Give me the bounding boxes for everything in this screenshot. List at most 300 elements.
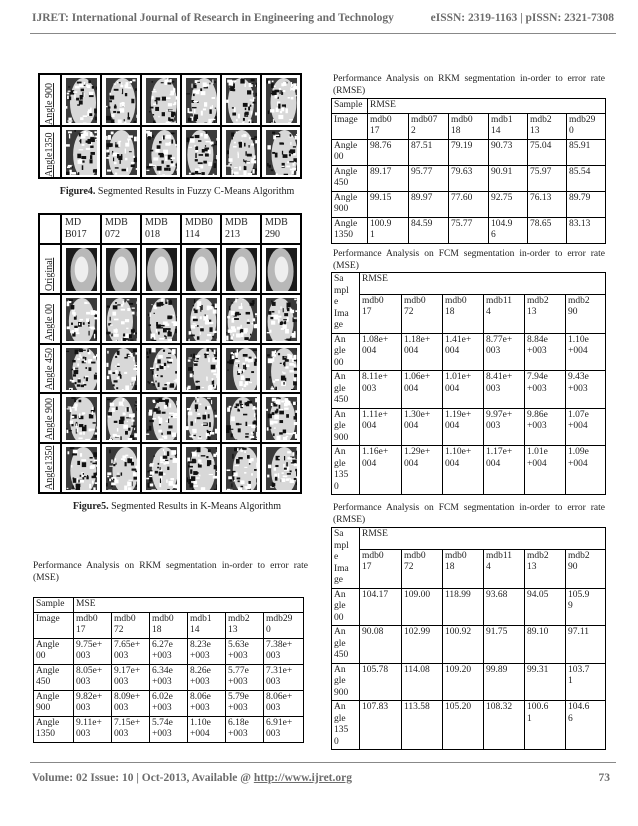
table-cell (74, 664, 112, 690)
table-row (332, 371, 606, 409)
table-cell (484, 663, 525, 701)
cell-line: 72 (114, 625, 124, 635)
cell-line: 1.10e (568, 334, 589, 345)
table-cell (484, 701, 525, 750)
row-label (332, 191, 368, 217)
cell-line: +003 (228, 703, 248, 713)
cell-line: 003 (486, 346, 501, 356)
cell-line: mdb2 (530, 114, 552, 125)
table-rkm-mse-table (33, 597, 304, 743)
figure5-column-header (261, 214, 301, 244)
table-cell (74, 690, 112, 716)
row-label (34, 664, 74, 690)
rkm-mse-caption: Performance Analysis on RKM segmentation in-order to error rate (MSE) (33, 561, 308, 583)
figure5-thumbnail (141, 344, 181, 394)
header-sample: Sample (332, 99, 368, 114)
mammogram-image (66, 348, 97, 391)
mammogram-image (106, 397, 137, 440)
row-label (34, 716, 74, 742)
figure4-thumbnail (221, 74, 261, 126)
row-label (34, 638, 74, 664)
mammogram-image (106, 348, 137, 391)
table-cell (443, 588, 484, 626)
figure5-thumbnail (61, 344, 101, 394)
table-row (332, 165, 606, 191)
row-label (332, 217, 368, 243)
cell-line: mdb0 (445, 295, 467, 306)
table-cell (449, 191, 489, 217)
figure4-row-label-cell (39, 126, 61, 178)
table-cell (443, 333, 484, 371)
mammogram-image (266, 397, 297, 440)
cell-line: 7.38e+ (266, 639, 293, 650)
cell-line: mdb0 (362, 550, 384, 561)
cell-line: 9.86e (527, 409, 548, 420)
header-rule (30, 33, 616, 34)
table-cell (566, 663, 606, 701)
table-cell (567, 165, 606, 191)
figure4-thumbnail (141, 74, 181, 126)
cell-line: 0 (334, 736, 339, 747)
journal-link[interactable]: http://www.ijret.org (253, 772, 352, 784)
table-row (34, 638, 304, 664)
table-cell (489, 139, 528, 165)
cell-line: 13 (527, 307, 537, 318)
column-header (525, 549, 566, 588)
cell-line: mdb2 (527, 295, 549, 306)
table-cell (226, 690, 264, 716)
figure4-caption (32, 186, 322, 197)
figure5-thumbnail (101, 393, 141, 443)
cell-line: 004 (404, 346, 419, 356)
table-cell (566, 701, 606, 750)
table-row (332, 701, 606, 750)
cell-line: 9.43e (568, 372, 589, 382)
mammogram-image (266, 348, 297, 391)
row-label (332, 663, 360, 701)
figure5-thumbnail (181, 344, 221, 394)
figure5-column-header (221, 214, 261, 244)
figure5-thumbnail (261, 294, 301, 344)
cell-line: +004 (568, 458, 588, 469)
figure4-thumbnail (61, 74, 101, 126)
cell-line: 450 (36, 677, 51, 687)
cell-line: +003 (228, 729, 248, 739)
figure5-thumbnail (221, 443, 261, 493)
cell-line: An (334, 409, 346, 420)
table-subheader-row (332, 549, 606, 588)
table-cell (525, 408, 566, 446)
cell-line: 7.65e+ (114, 639, 141, 650)
table-cell (528, 139, 567, 165)
cell-line: mdb11 (486, 550, 513, 561)
mammogram-image (266, 248, 297, 291)
figure5-row-label-cell (39, 443, 61, 493)
cell-line: 004 (445, 421, 460, 431)
cell-line: 900 (334, 204, 349, 214)
cell-line: 5.74e (152, 717, 173, 728)
cell-line: 004 (404, 383, 419, 394)
cell-line: 003 (486, 383, 501, 394)
cell-line: 8.84e (527, 334, 548, 345)
cell-line: 004 (404, 421, 419, 431)
cell-line: 1.11e+ (362, 409, 388, 420)
cell-line: 89.10 (527, 627, 549, 637)
table-cell (112, 690, 150, 716)
column-label-line: 018 (145, 229, 160, 240)
cell-line: 003 (114, 703, 129, 713)
figure4-thumbnail (101, 126, 141, 178)
figure5-thumbnail (61, 393, 101, 443)
cell-line: +003 (152, 729, 172, 739)
table-cell (150, 664, 188, 690)
cell-line: 1.01e+ (445, 372, 472, 382)
figure5-caption (32, 501, 322, 512)
cell-line: 9.17e+ (114, 665, 141, 676)
cell-line: 003 (486, 421, 501, 431)
row-label (34, 690, 74, 716)
mammogram-image (146, 298, 177, 341)
figure5-thumbnail (261, 393, 301, 443)
cell-line: 004 (362, 346, 377, 356)
figure4-caption-label: Figure4. (59, 186, 96, 197)
figure5-caption-text: Segmented Results in K-Means Algorithm (108, 501, 282, 512)
table-cell (264, 638, 304, 664)
mammogram-image (266, 78, 297, 123)
mammogram-image (266, 447, 297, 490)
cell-line: 97.11 (568, 627, 590, 637)
cell-line: mdb0 (404, 295, 426, 306)
figure5-thumbnail (181, 294, 221, 344)
table-cell (484, 371, 525, 409)
cell-line: +004 (568, 421, 588, 431)
table-cell (402, 626, 443, 664)
mammogram-image (186, 78, 217, 123)
figure5-thumbnail (221, 393, 261, 443)
cell-line: mdb0 (370, 114, 392, 125)
cell-line: 18 (445, 307, 455, 318)
figure5-thumbnail (261, 244, 301, 294)
figure5-thumbnail (61, 244, 101, 294)
cell-line: 004 (362, 421, 377, 431)
column-header (368, 113, 409, 139)
table-cell (402, 663, 443, 701)
mammogram-image (66, 447, 97, 490)
cell-line: mdb2 (228, 613, 250, 624)
table-cell (402, 701, 443, 750)
table-cell (150, 716, 188, 742)
column-header (409, 113, 449, 139)
mammogram-image (226, 130, 257, 175)
cell-line: 6 (568, 713, 573, 724)
cell-line: 1.30e+ (404, 409, 431, 420)
cell-line: 003 (76, 651, 91, 661)
cell-line: 6.27e (152, 639, 173, 650)
table-cell (443, 701, 484, 750)
cell-line: 1 (370, 230, 375, 240)
cell-line: 75.77 (451, 218, 473, 229)
mammogram-image (106, 298, 137, 341)
cell-line: 9 (568, 601, 573, 611)
table-cell (150, 690, 188, 716)
cell-line: 5.79e (228, 691, 249, 702)
cell-line: +003 (152, 677, 172, 687)
cell-line: An (334, 627, 346, 637)
cell-line: 004 (362, 458, 377, 469)
column-header (484, 294, 525, 333)
cell-line: 0 (266, 625, 271, 635)
row-label (332, 371, 360, 409)
column-label-line: 290 (265, 229, 280, 240)
figure5-thumbnail (101, 443, 141, 493)
cell-line: 93.68 (486, 589, 508, 600)
cell-line: mpl (334, 285, 349, 296)
table-cell (74, 638, 112, 664)
mammogram-image (226, 78, 257, 123)
cell-line: 18 (445, 562, 455, 573)
cell-line: +003 (152, 703, 172, 713)
cell-line: 450 (334, 650, 349, 660)
cell-line: 99.31 (527, 664, 549, 675)
cell-line: 98.76 (370, 140, 392, 151)
column-header (188, 612, 226, 638)
cell-line: 003 (114, 729, 129, 739)
footer-volume (32, 772, 352, 784)
table-cell (402, 371, 443, 409)
figure5-thumbnail (221, 244, 261, 294)
table-row (34, 716, 304, 742)
row-label (332, 333, 360, 371)
cell-line: Angle (334, 218, 358, 229)
cell-line: 003 (266, 651, 281, 661)
cell-line: 1.08e+ (362, 334, 389, 345)
table-cell (567, 191, 606, 217)
column-header (402, 549, 443, 588)
cell-line: 003 (114, 677, 129, 687)
table-cell (264, 664, 304, 690)
cell-line: 003 (266, 677, 281, 687)
footer-volume-text: Volume: 02 Issue: 10 | Oct-2013, Available @ (32, 772, 254, 784)
cell-line: Angle (334, 166, 358, 177)
cell-line: 7.31e+ (266, 665, 293, 676)
table-cell (188, 664, 226, 690)
cell-line: 8.09e+ (114, 691, 141, 702)
cell-line: Angle (36, 665, 60, 676)
cell-line: 103.7 (568, 664, 590, 675)
figure5-thumbnail (141, 443, 181, 493)
cell-line: gle (334, 383, 346, 394)
cell-line: 6.02e (152, 691, 173, 702)
table-cell (368, 139, 409, 165)
figure4-thumbnail (181, 74, 221, 126)
cell-line: +003 (190, 651, 210, 661)
column-header (360, 294, 402, 333)
table-cell (360, 701, 402, 750)
cell-line: +003 (190, 703, 210, 713)
cell-line: +004 (190, 729, 210, 739)
table-cell (443, 626, 484, 664)
row-label (332, 408, 360, 446)
table-cell (449, 217, 489, 243)
cell-line: 5.63e (228, 639, 249, 650)
column-label-line: MDB (265, 217, 288, 228)
column-header (528, 113, 567, 139)
column-header (567, 113, 606, 139)
mammogram-image (146, 348, 177, 391)
cell-line: +003 (190, 677, 210, 687)
table-row (332, 333, 606, 371)
cell-line: 0 (569, 126, 574, 136)
figure5-column-header (141, 214, 181, 244)
table-cell (360, 626, 402, 664)
figure5-caption-label: Figure5. (72, 501, 109, 512)
table-cell (484, 408, 525, 446)
cell-line: 105.9 (568, 589, 590, 600)
figure4-caption-text: Segmented Results in Fuzzy C-Means Algorithm (95, 186, 295, 197)
issn: eISSN: 2319-1163 | pISSN: 2321-7308 (430, 12, 614, 24)
table-cell (368, 217, 409, 243)
mammogram-image (146, 130, 177, 175)
cell-line: 83.13 (569, 218, 591, 229)
cell-line: 8.06e (190, 691, 211, 702)
figure4-thumbnail (101, 74, 141, 126)
figure5-column-header (61, 214, 101, 244)
column-label-line: MDB (225, 217, 248, 228)
cell-line: Sa (334, 529, 344, 539)
cell-line: 79.63 (451, 166, 473, 177)
cell-line: +004 (568, 346, 588, 356)
cell-line: 1 (527, 713, 532, 724)
cell-line: 85.54 (569, 166, 591, 177)
cell-line: +003 (527, 421, 547, 431)
journal-title: IJRET: International Journal of Research in Engineering and Technology (32, 12, 394, 24)
cell-line: 900 (334, 432, 349, 443)
table-rkm-rmse-table (331, 98, 606, 244)
figure5-thumbnail (61, 294, 101, 344)
table-cell (402, 446, 443, 495)
table-cell (489, 217, 528, 243)
cell-line: 14 (491, 126, 501, 136)
column-header (489, 113, 528, 139)
mammogram-image (66, 298, 97, 341)
mammogram-image (226, 447, 257, 490)
cell-line: 4 (486, 562, 491, 573)
table-row (332, 191, 606, 217)
cell-line: +003 (228, 651, 248, 661)
table-cell (528, 217, 567, 243)
table-header-row (332, 273, 606, 295)
figure4-row-label-cell (39, 74, 61, 126)
mammogram-image (186, 397, 217, 440)
figure5-row-label: Angle 00 (44, 303, 55, 341)
cell-line: 003 (114, 651, 129, 661)
table-cell (525, 371, 566, 409)
table-cell (525, 626, 566, 664)
cell-line: 00 (334, 612, 344, 623)
cell-line: e (334, 297, 339, 307)
cell-line: 003 (266, 729, 281, 739)
mammogram-image (186, 348, 217, 391)
table-cell (443, 446, 484, 495)
cell-line: 18 (152, 625, 162, 635)
cell-line: 7.94e (527, 372, 548, 382)
header-sample: Sample (34, 598, 74, 613)
mammogram-image (186, 248, 217, 291)
page-footer (32, 772, 610, 784)
mammogram-image (226, 348, 257, 391)
cell-line: 113.58 (404, 702, 430, 712)
cell-line: Sa (334, 274, 344, 284)
row-label (332, 165, 368, 191)
figure4-thumbnail (181, 126, 221, 178)
table-cell (409, 139, 449, 165)
table-cell (226, 716, 264, 742)
table-cell (449, 139, 489, 165)
table-cell (443, 408, 484, 446)
row-label (332, 626, 360, 664)
cell-line: 100.6 (527, 702, 549, 712)
cell-line: 8.26e (190, 665, 211, 676)
cell-line: 4 (486, 307, 491, 318)
cell-line: 1.01e (527, 447, 548, 457)
table-cell (567, 217, 606, 243)
table-cell (264, 690, 304, 716)
cell-line: 00 (334, 357, 344, 368)
mammogram-image (106, 78, 137, 123)
cell-line: An (334, 334, 346, 345)
cell-line: mdb0 (152, 613, 174, 624)
table-cell (188, 690, 226, 716)
cell-line: 17 (362, 307, 372, 318)
row-label (332, 701, 360, 750)
cell-line: 9.97e+ (486, 409, 513, 420)
figure5-column-label (65, 217, 87, 241)
header-sample-image (332, 273, 360, 334)
cell-line: 900 (36, 703, 51, 713)
table-cell (264, 716, 304, 742)
figure5-thumbnail (181, 443, 221, 493)
cell-line: 8.41e+ (486, 372, 513, 382)
table-cell (566, 588, 606, 626)
table-subheader-row (34, 612, 304, 638)
mammogram-image (66, 248, 97, 291)
cell-line: 6 (491, 230, 496, 240)
cell-line: 6.34e (152, 665, 173, 676)
cell-line: +003 (568, 383, 588, 394)
cell-line: 17 (362, 562, 372, 573)
cell-line: mpl (334, 540, 349, 551)
figure5-row-label: Original (44, 257, 55, 291)
cell-line: 004 (445, 458, 460, 469)
cell-line: 91.75 (486, 627, 508, 637)
cell-line: 003 (76, 729, 91, 739)
table-cell (443, 663, 484, 701)
cell-line: 76.13 (530, 192, 552, 203)
figure4-thumbnail (261, 126, 301, 178)
figure5-column-header (101, 214, 141, 244)
page-number: 73 (598, 772, 610, 784)
figure5-thumbnail (261, 443, 301, 493)
column-header (112, 612, 150, 638)
cell-line: mdb29 (266, 613, 293, 624)
table-row (332, 408, 606, 446)
fcm-rmse-caption: Performance Analysis on FCM segmentation in-order to error rate (RMSE) (333, 503, 605, 525)
cell-line: 99.15 (370, 192, 392, 203)
table-cell (360, 446, 402, 495)
cell-line: 104.6 (568, 702, 590, 712)
mammogram-image (146, 447, 177, 490)
table-cell (525, 588, 566, 626)
